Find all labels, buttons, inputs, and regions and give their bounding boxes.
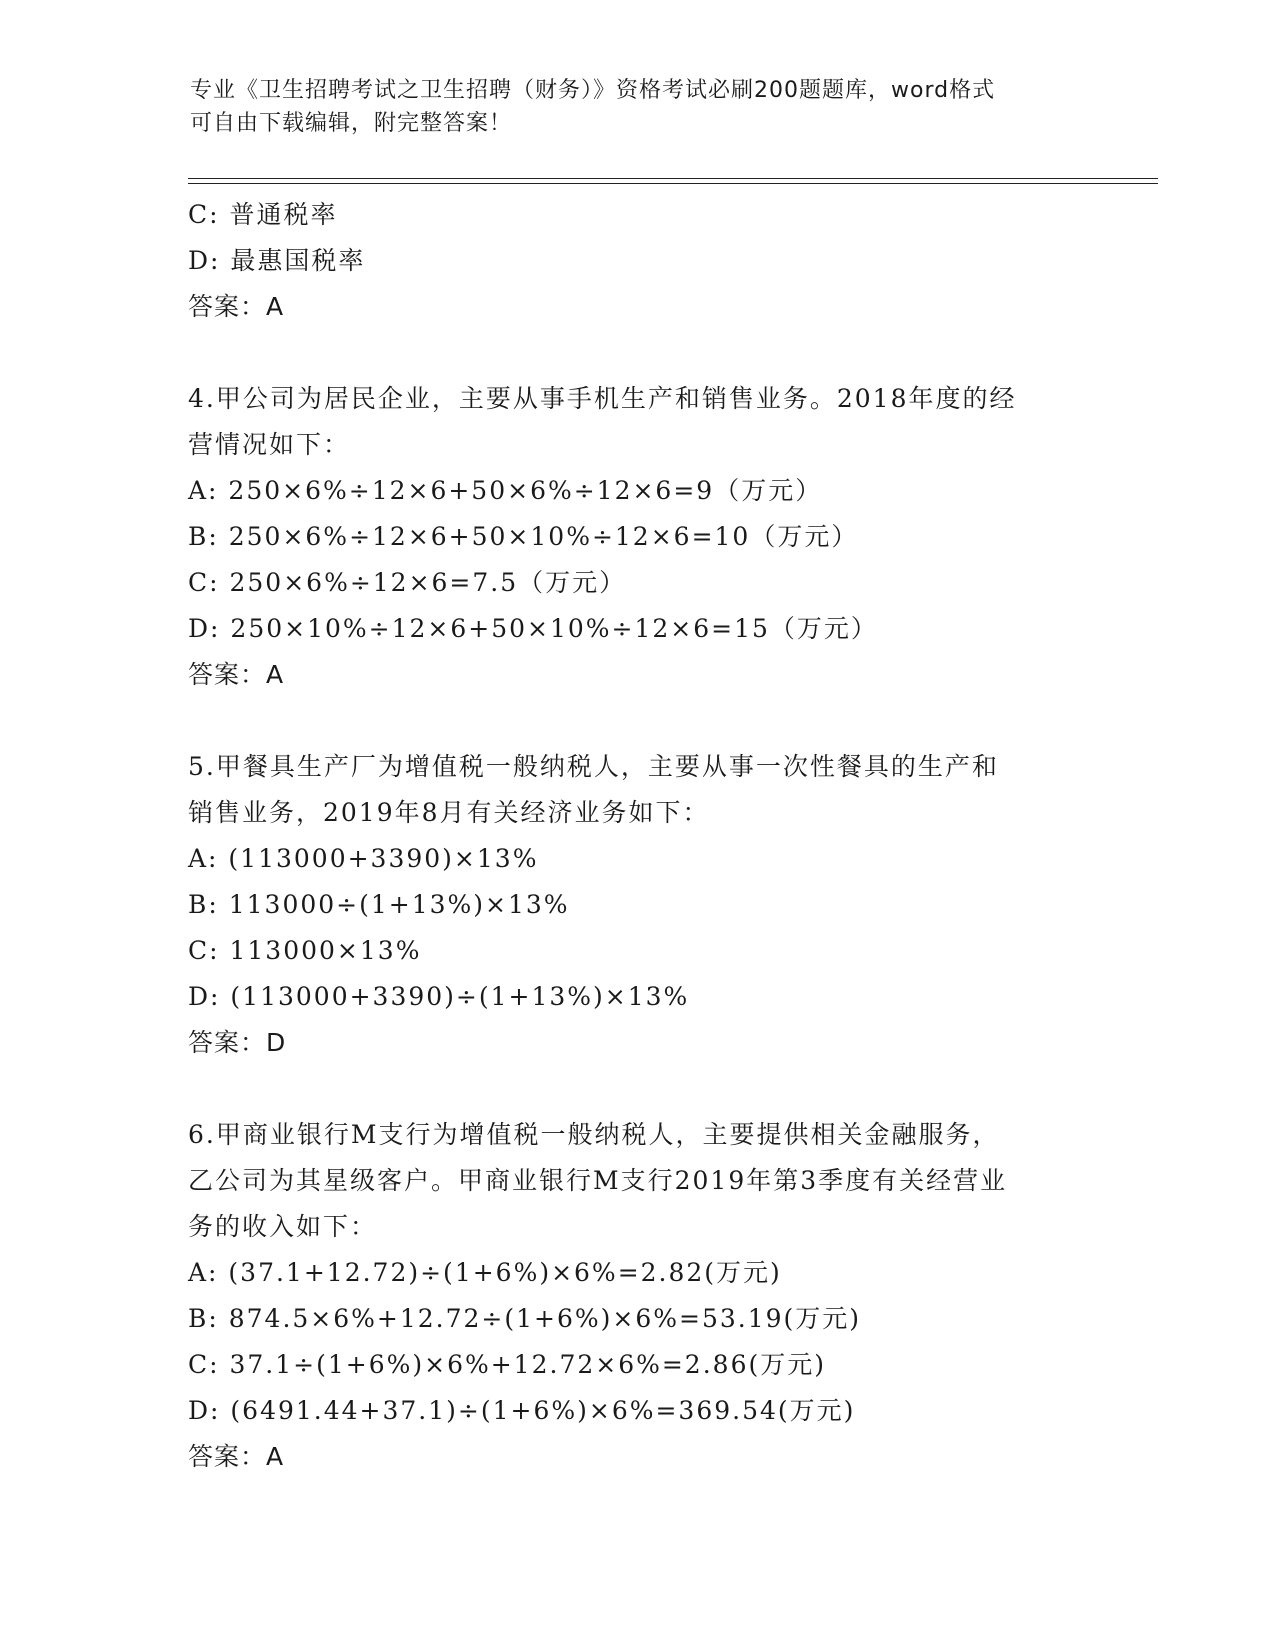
option-b: B: 874.5×6%+12.72÷(1+6%)×6%=53.19(万元) [188,1304,862,1333]
question-5 [188,744,1088,1066]
option-b: B: 113000÷(1+13%)×13% [188,890,570,919]
question-3-tail [188,192,1088,330]
answer: 答案：A [188,660,285,689]
question-stem: 6.甲商业银行M支行为增值税一般纳税人，主要提供相关金融服务， [188,1120,1000,1149]
spacer [188,698,1088,744]
option-c: C: 37.1÷(1+6%)×6%+12.72×6%=2.86(万元) [188,1350,826,1379]
question-list [188,192,1088,1480]
document-header [190,74,1070,140]
option-c: C: 113000×13% [188,936,422,965]
answer: 答案：D [188,1028,287,1057]
question-stem: 4.甲公司为居民企业，主要从事手机生产和销售业务。2018年度的经 [188,384,1017,413]
question-stem: 5.甲餐具生产厂为增值税一般纳税人，主要从事一次性餐具的生产和 [188,752,999,781]
question-4 [188,376,1088,698]
question-stem: 营情况如下： [188,430,351,459]
answer: 答案：A [188,292,285,321]
header-line-1: 专业《卫生招聘考试之卫生招聘（财务）》资格考试必刷200题题库，word格式 [190,78,996,103]
spacer [188,1066,1088,1112]
option-b: B: 250×6%÷12×6+50×10%÷12×6=10（万元） [188,522,859,551]
header-divider-bottom [188,183,1158,184]
option-a: A: (113000+3390)×13% [188,844,539,873]
header-line-2: 可自由下载编辑，附完整答案！ [190,111,513,136]
header-divider-top [188,178,1158,179]
option-a: A: (37.1+12.72)÷(1+6%)×6%=2.82(万元) [188,1258,782,1287]
option-c: C: 普通税率 [188,200,338,229]
option-d: D: 最惠国税率 [188,246,366,275]
question-stem: 乙公司为其星级客户。甲商业银行M支行2019年第3季度有关经营业 [188,1166,1008,1195]
option-d: D: (6491.44+37.1)÷(1+6%)×6%=369.54(万元) [188,1396,856,1425]
answer: 答案：A [188,1442,285,1471]
spacer [188,330,1088,376]
option-c: C: 250×6%÷12×6=7.5（万元） [188,568,627,597]
question-stem: 务的收入如下： [188,1212,378,1241]
question-6 [188,1112,1088,1480]
option-d: D: 250×10%÷12×6+50×10%÷12×6=15（万元） [188,614,878,643]
question-stem: 销售业务，2019年8月有关经济业务如下： [188,798,710,827]
option-a: A: 250×6%÷12×6+50×6%÷12×6=9（万元） [188,476,823,505]
option-d: D: (113000+3390)÷(1+13%)×13% [188,982,690,1011]
